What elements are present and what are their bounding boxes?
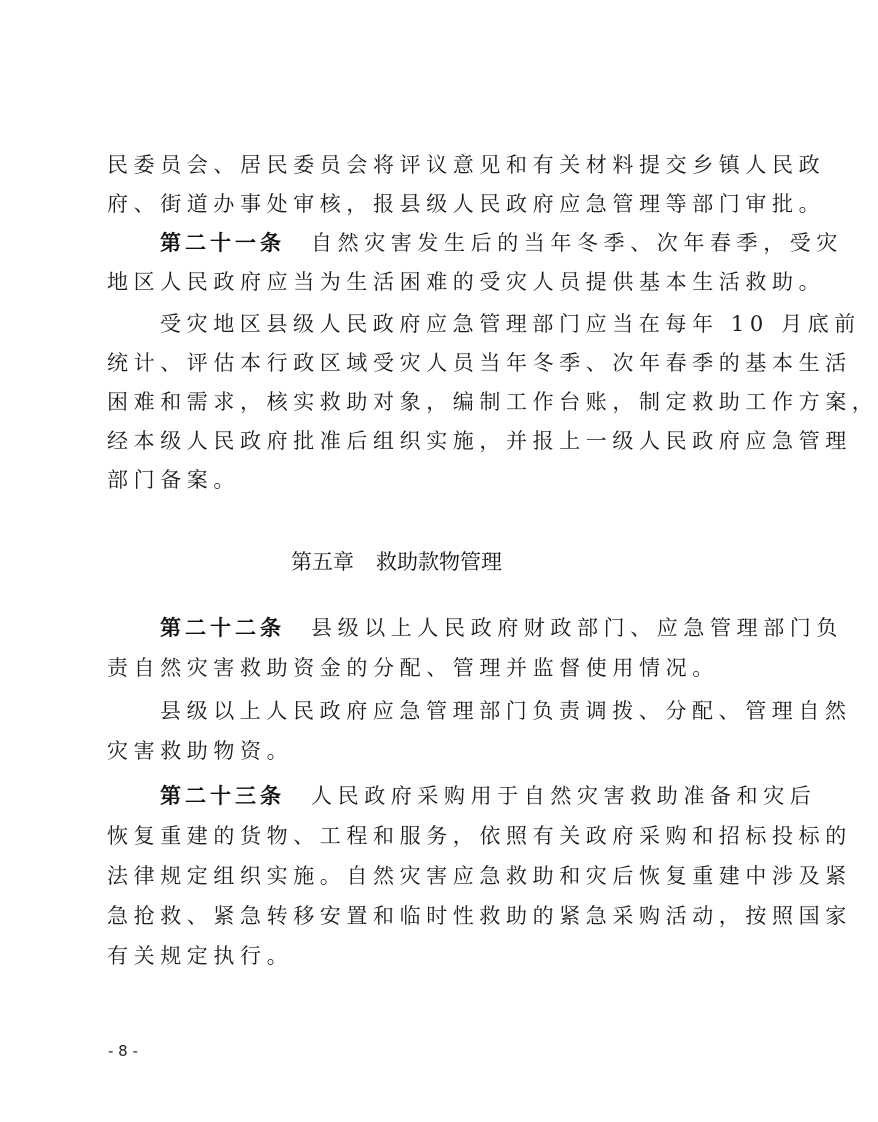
- chapter-heading: [0, 548, 793, 576]
- article-23-text: 人民政府采购用于自然灾害救助准备和灾后: [311, 784, 817, 808]
- text-line: 责自然灾害救助资金的分配、管理并监督使用情况。: [107, 656, 719, 680]
- article-22-label: 第二十二条: [160, 616, 285, 640]
- text-line: 民委员会、居民委员会将评议意见和有关材料提交乡镇人民政: [107, 153, 826, 177]
- text-line: 急抢救、紧急转移安置和临时性救助的紧急采购活动，按照国家: [107, 904, 852, 928]
- text-line: 经本级人民政府批准后组织实施，并报上一级人民政府应急管理: [107, 429, 852, 453]
- article-22-text: 县级以上人民政府财政部门、应急管理部门负: [311, 616, 843, 640]
- article-23-line: [160, 782, 817, 810]
- text-line: 县级以上人民政府应急管理部门负责调拨、分配、管理自然: [160, 699, 852, 723]
- article-21-label: 第二十一条: [160, 231, 285, 255]
- article-22-line: [160, 614, 843, 642]
- text-line: 困难和需求，核实救助对象，编制工作台账，制定救助工作方案，: [107, 390, 878, 414]
- chapter-title: 救助款物管理: [376, 550, 502, 574]
- text-line: 地区人民政府应当为生活困难的受灾人员提供基本生活救助。: [107, 270, 826, 294]
- text-line: 恢复重建的货物、工程和服务，依照有关政府采购和招标投标的: [107, 824, 852, 848]
- page-number: - 8 -: [108, 1042, 138, 1060]
- text-line: 有关规定执行。: [107, 944, 294, 968]
- text-line: 部门备案。: [107, 468, 240, 492]
- article-21-line: [160, 229, 843, 257]
- article-23-label: 第二十三条: [160, 784, 285, 808]
- text-line: 统计、评估本行政区域受灾人员当年冬季、次年春季的基本生活: [107, 351, 852, 375]
- chapter-number: 第五章: [291, 550, 354, 574]
- text-line: 受灾地区县级人民政府应急管理部门应当在每年 10 月底前: [160, 312, 861, 336]
- article-21-text: 自然灾害发生后的当年冬季、次年春季，受灾: [311, 231, 843, 255]
- text-line: 府、街道办事处审核，报县级人民政府应急管理等部门审批。: [107, 192, 826, 216]
- text-line: 灾害救助物资。: [107, 739, 294, 763]
- text-line: 法律规定组织实施。自然灾害应急救助和灾后恢复重建中涉及紧: [107, 864, 852, 888]
